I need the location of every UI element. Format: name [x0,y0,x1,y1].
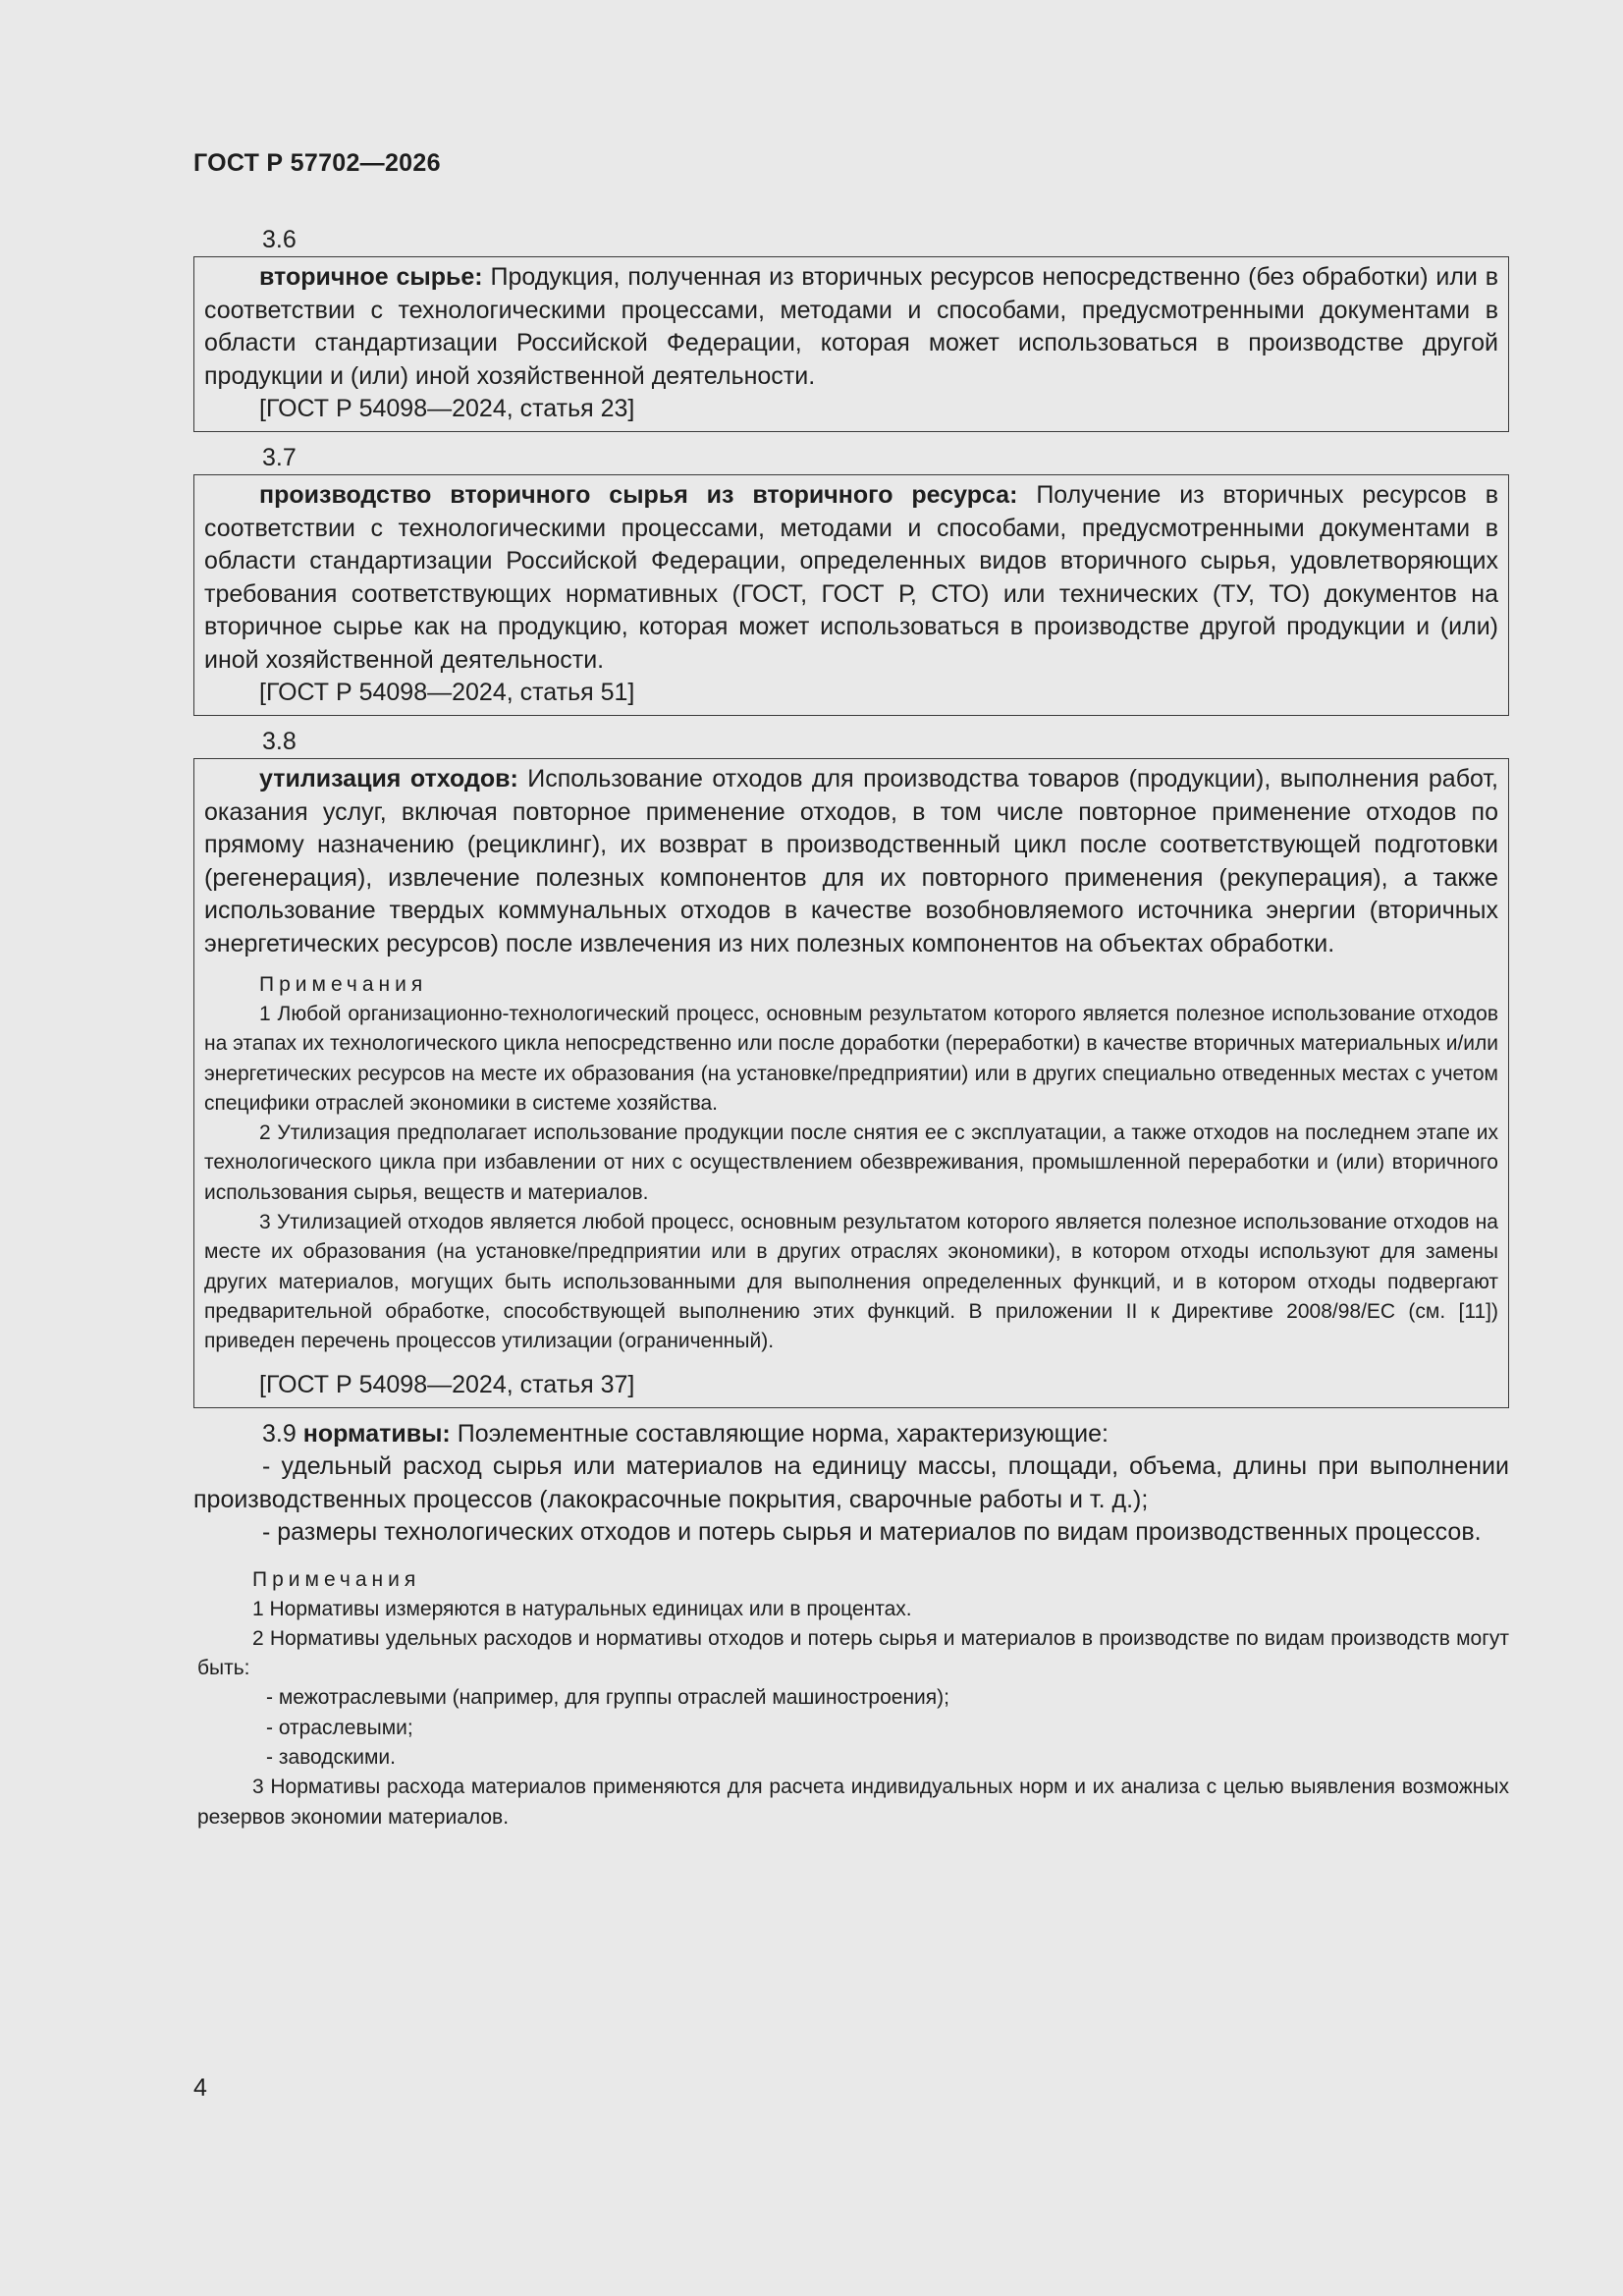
note-list-item: - отраслевыми; [266,1716,413,1739]
notes-title: Примечания [259,973,428,996]
section-number: 3.7 [262,444,297,471]
term: утилизация отходов: [259,765,518,793]
definition-text: Продукция, полученная из вторичных ресурсов непосредственно (без обработки) или в соответствии с технологическими процессами, методами и способами, предусмотренными документами в области стандартизации Российской Федерации, которая может использоваться в производстве другой продукции и (или) иной хозяйственной деятельности. [204,263,1498,390]
section-number: 3.8 [262,728,297,755]
definition-paragraph-3-9 [193,1418,1509,1451]
note-paragraph: 2 Нормативы удельных расходов и нормативы отходов и потерь сырья и материалов в производстве по видам производств могут быть: [197,1626,1509,1680]
note-paragraph: 1 Нормативы измеряются в натуральных единицах или в процентах. [252,1597,912,1620]
source-reference: [ГОСТ Р 54098—2024, статья 37] [259,1370,635,1398]
definition-paragraph [204,261,1498,393]
term: нормативы: [302,1419,451,1448]
definition-box-3-6 [193,256,1509,432]
definition-box-3-7 [193,474,1509,716]
source-reference: [ГОСТ Р 54098—2024, статья 51] [259,679,635,706]
list-item: - размеры технологических отходов и потерь сырья и материалов по видам производственных процессов. [262,1518,1482,1547]
source-reference: [ГОСТ Р 54098—2024, статья 23] [259,395,635,422]
note-paragraph: 2 Утилизация предполагает использование продукции после снятия ее с эксплуатации, а также отходов на последнем этапе их технологического цикла при избавлении от них с осуществлением обезвреживания, промышленной переработки и (или) вторичного использования сырья, веществ и материалов. [204,1121,1498,1204]
term: производство вторичного сырья из вторичного ресурса: [259,481,1018,509]
document-header: ГОСТ Р 57702—2026 [193,149,441,177]
note-paragraph: 3 Нормативы расхода материалов применяются для расчета индивидуальных норм и их анализа с целью выявления возможных резервов экономии материалов. [197,1776,1509,1829]
note-list-item: - межотраслевыми (например, для группы отраслей машиностроения); [266,1686,949,1710]
definition-box-3-8 [193,758,1509,1408]
definition-paragraph [204,479,1498,677]
definition-text: Поэлементные составляющие норма, характеризующие: [457,1419,1109,1448]
section-number: 3.6 [262,226,297,253]
list-item: - удельный расход сырья или материалов на единицу массы, площади, объема, длины при выполнении производственных процессов (лакокрасочные покрытия, сварочные работы и т. д.); [193,1452,1509,1513]
notes-title: Примечания [252,1567,421,1591]
definition-text: Получение из вторичных ресурсов в соответствии с технологическими процессами, методами и способами, предусмотренными документами в области стандартизации Российской Федерации, определенных видов вторичного сырья, удовлетворяющих требования соответствующих нормативных (ГОСТ, ГОСТ Р, СТО) или технических (ТУ, ТО) документов на вторичное сырье как на продукцию, которая может использоваться в производстве другой продукции и (или) иной хозяйственной деятельности. [204,481,1498,674]
document-body [193,224,1509,1832]
definition-paragraph [204,763,1498,960]
term: вторичное сырье: [259,263,483,291]
page-number: 4 [193,2074,207,2102]
note-paragraph: 3 Утилизацией отходов является любой процесс, основным результатом которого является полезное использование отходов на месте их образования (на установке/предприятии или в других отраслях экономики), в котором отходы используют для замены других материалов, могущих быть использованными для выполнения определенных функций, и в котором отходы подвергают предварительной обработке, способствующей выполнению этих функций. В приложении II к Директиве 2008/98/ЕС (см. [11]) приведен перечень процессов утилизации (ограниченный). [204,1211,1498,1353]
section-number: 3.9 [262,1419,297,1448]
note-paragraph: 1 Любой организационно-технологический процесс, основным результатом которого является полезное использование отходов на этапах их технологического цикла непосредственно или после доработки (переработки) в качестве вторичных материальных и/или энергетических ресурсов на месте их образования (на установке/предприятии) или в других специально отведенных местах с учетом специфики отраслей экономики в системе хозяйства. [204,1003,1498,1115]
definition-text: Использование отходов для производства товаров (продукции), выполнения работ, оказания услуг, включая повторное применение отходов, в том числе повторное применение отходов по прямому назначению (рециклинг), их возврат в производственный цикл после соответствующей подготовки (регенерация), извлечение полезных компонентов для их повторного применения (рекуперация), а также использование твердых коммунальных отходов в качестве возобновляемого источника энергии (вторичных энергетических ресурсов) после извлечения из них полезных компонентов на объектах обработки. [204,765,1499,957]
note-list-item: - заводскими. [266,1746,396,1770]
